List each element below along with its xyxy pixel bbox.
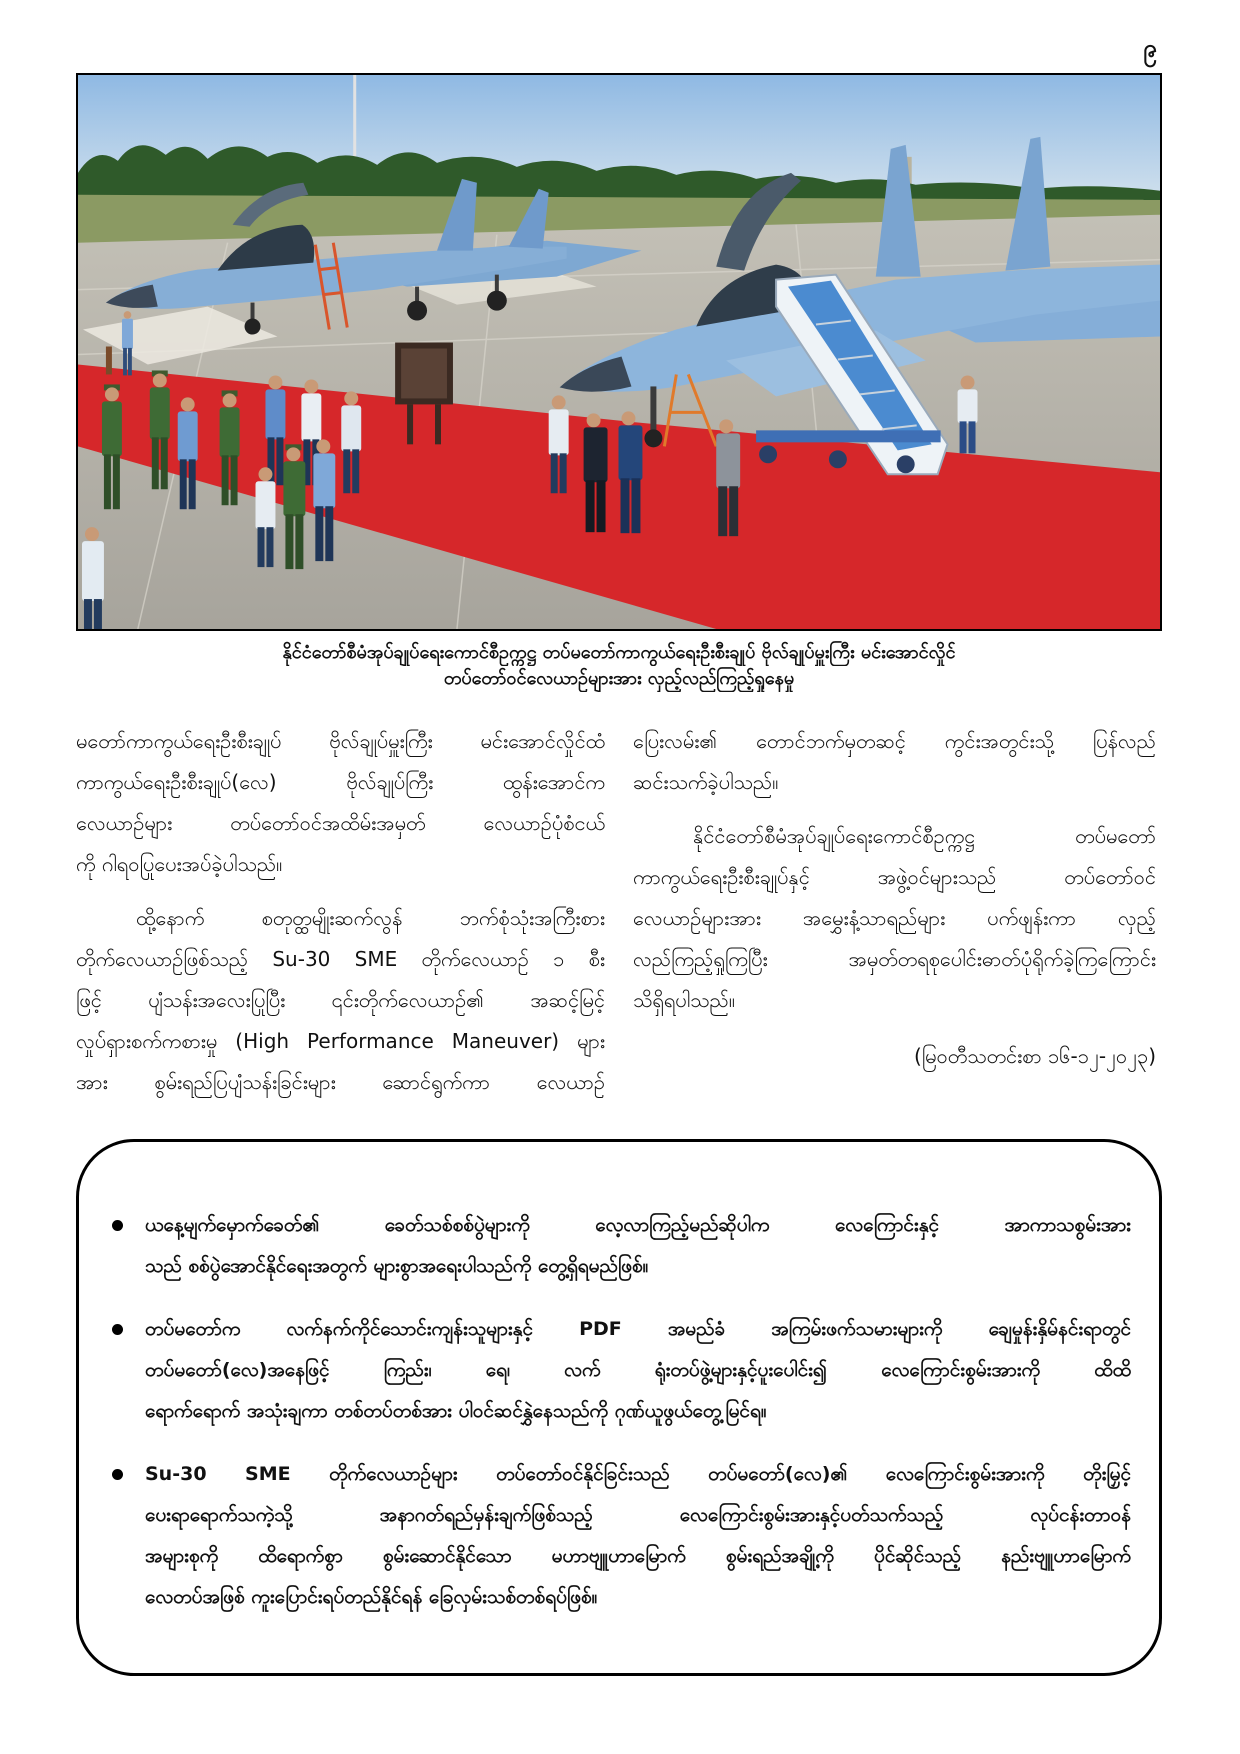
article-line: မတော်ကာကွယ်ရေးဦးစီးချုပ် ဗိုလ်ချုပ်မှူးကြီး မင်းအောင်လှိုင်ထံ xyxy=(76,729,605,753)
article-column-left xyxy=(76,721,605,1103)
caption-line: နိုင်ငံတော်စီမံအုပ်ချုပ်ရေးကောင်စီဥက္ကဋ္ဌ တပ်မတော်ကာကွယ်ရေးဦးစီးချုပ် ဗိုလ်ချုပ်မှူးကြီး မင်းအောင်လှိုင် xyxy=(282,642,956,663)
caption-line: တပ်တော်ဝင်လေယာဉ်များအား လှည့်လည်ကြည့်ရှုနေမှု xyxy=(443,668,795,689)
news-photo xyxy=(76,73,1162,631)
rope-post xyxy=(106,347,112,375)
key-point-line: တပ်မတော်က လက်နက်ကိုင်သောင်းကျန်းသူများနှင့် PDF အမည်ခံ အကြမ်းဖက်သမားများကို ချေမှုန်းနှိမ်နင်းရာတွင် xyxy=(145,1318,1131,1340)
article-line: လေယာဉ်များ တပ်တော်ဝင်အထိမ်းအမှတ် လေယာဉ်ပုံစံငယ် xyxy=(76,811,605,835)
article-line: နိုင်ငံတော်စီမံအုပ်ချုပ်ရေးကောင်စီဥက္ကဋ္ဌ တပ်မတော် xyxy=(693,824,1156,848)
bullet-icon xyxy=(112,1469,123,1480)
key-points-box xyxy=(76,1139,1162,1676)
article-line: ဆင်းသက်ခဲ့ပါသည်။ xyxy=(633,770,779,794)
key-point-line: ယနေ့မျက်မှောက်ခေတ်၏ ခေတ်သစ်စစ်ပွဲများကို လေ့လာကြည့်မည်ဆိုပါက လေကြောင်းနှင့် အာကာသစွမ်းအား xyxy=(145,1214,1131,1236)
airbase-photo-illustration xyxy=(78,75,1160,629)
bullet-icon xyxy=(112,1220,123,1231)
article-line: လည်ကြည့်ရှုကြပြီး အမှတ်တရစုပေါင်းဓာတ်ပုံရိုက်ခဲ့ကြကြောင်း xyxy=(633,947,1156,971)
article-line: ပြေးလမ်း၏ တောင်ဘက်မှတဆင့် ကွင်းအတွင်းသို့ ပြန်လည် xyxy=(633,729,1156,753)
article-line: တိုက်လေယာဉ်ဖြစ်သည့် Su-30 SME တိုက်လေယာဉ် ၁ စီး xyxy=(76,947,605,971)
key-point-item xyxy=(145,1454,1131,1618)
article-line: အား စွမ်းရည်ပြပျံသန်းခြင်းများ ဆောင်ရွက်ကာ လေယာဉ် xyxy=(76,1070,605,1094)
key-point-line: တပ်မတော်(လေ)အနေဖြင့် ကြည်း၊ ရေ၊ လက် ရုံးတပ်ဖွဲ့များနှင့်ပူးပေါင်း၍ လေကြောင်းစွမ်းအားကို ထိထိ xyxy=(145,1359,1131,1381)
article-line: ဖြင့် ပျံသန်းအလေးပြုပြီး ၎င်းတိုက်လေယာဉ်၏ အဆင့်မြင့် xyxy=(76,988,605,1012)
article-line: ကို ဂါရဝပြုပေးအပ်ခဲ့ပါသည်။ xyxy=(76,852,283,876)
article-line: ကာကွယ်ရေးဦးစီးချုပ်နှင့် အဖွဲ့ဝင်များသည် တပ်တော်ဝင် xyxy=(633,865,1156,889)
photo-caption xyxy=(76,640,1162,692)
news-source-citation: (မြဝတီသတင်းစာ ၁၆-၁၂-၂၀၂၃) xyxy=(913,1044,1156,1068)
page-number: ၉ xyxy=(1143,34,1157,62)
key-point-line: Su-30 SME တိုက်လေယာဉ်များ တပ်တော်ဝင်နိုင်ခြင်းသည် တပ်မတော်(လေ)၏ လေကြောင်းစွမ်းအားကို တိုးမြှင့် xyxy=(145,1463,1131,1485)
key-point-line: လေတပ်အဖြစ် ကူးပြောင်းရပ်တည်နိုင်ရန် ခြေလှမ်းသစ်တစ်ရပ်ဖြစ်။ xyxy=(145,1586,598,1608)
article-line: ထို့နောက် စတုတ္ထမျိုးဆက်လွန် ဘက်စုံသုံးအကြီးစား xyxy=(136,906,605,930)
article-column-right xyxy=(633,721,1156,1077)
article-line: ကာကွယ်ရေးဦးစီးချုပ်(လေ) ဗိုလ်ချုပ်ကြီး ထွန်းအောင်က xyxy=(76,770,605,794)
key-point-item xyxy=(145,1205,1131,1287)
article-line: သိရှိရပါသည်။ xyxy=(633,988,735,1012)
key-point-line: အများစုကို ထိရောက်စွာ စွမ်းဆောင်နိုင်သော မဟာဗျူဟာမြောက် စွမ်းရည်အချို့ကို ပိုင်ဆိုင်သည့် နည်းဗျူဟာမြောက် xyxy=(145,1545,1131,1567)
key-point-line: သည် စစ်ပွဲအောင်နိုင်ရေးအတွက် များစွာအရေးပါသည်ကို တွေ့ရှိရမည်ဖြစ်။ xyxy=(145,1255,649,1277)
article-line: လေယာဉ်များအား အမွှေးနံ့သာရည်များ ပက်ဖျန်းကာ လှည့် xyxy=(633,906,1156,930)
article-line: လှုပ်ရှားစက်ကစားမှု (High Performance Maneuver) များ xyxy=(76,1029,605,1053)
key-point-line: ပေးရာရောက်သကဲ့သို့ အနာဂတ်ရည်မှန်းချက်ဖြစ်သည့် လေကြောင်းစွမ်းအားနှင့်ပတ်သက်သည့် လုပ်ငန်းတာဝန် xyxy=(145,1504,1131,1526)
key-point-item xyxy=(145,1309,1131,1432)
key-point-line: ရောက်ရောက် အသုံးချကာ တစ်တပ်တစ်အား ပါဝင်ဆင်နွှဲနေသည်ကို ဂုဏ်ယူဖွယ်တွေ့မြင်ရ။ xyxy=(145,1400,767,1422)
bullet-icon xyxy=(112,1324,123,1335)
